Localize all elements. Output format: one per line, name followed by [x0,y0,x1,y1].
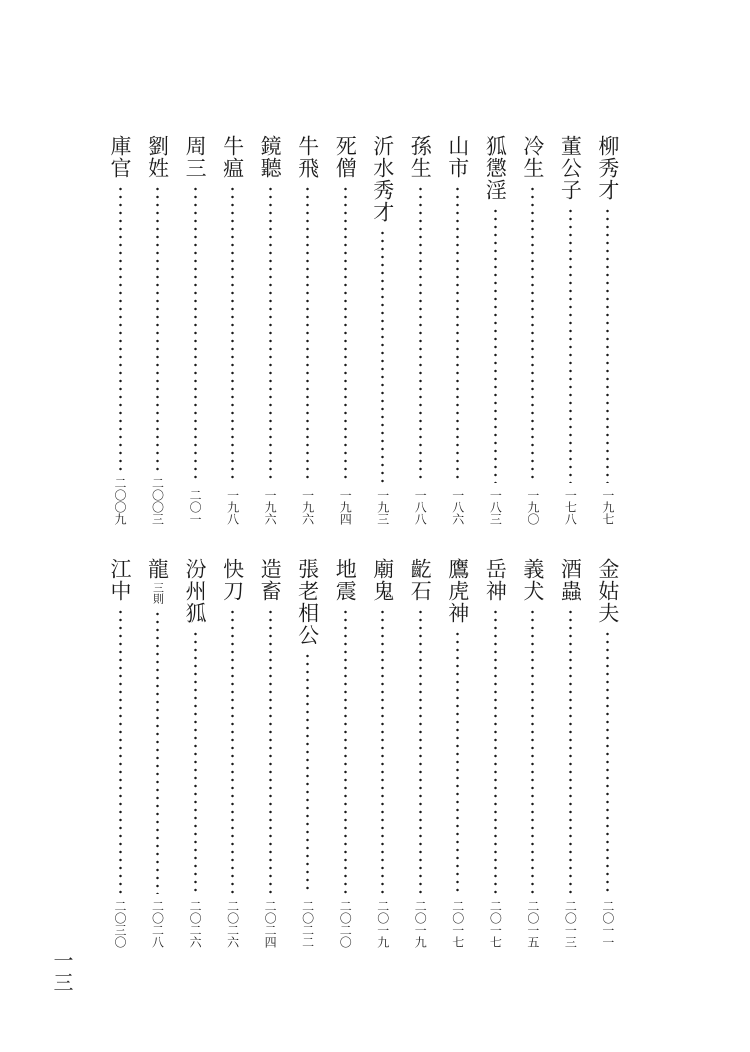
toc-entry[interactable] [409,135,431,525]
entry-page-number: 二〇一五 [525,900,540,948]
entry-title: 劉姓 [145,135,170,179]
entry-page-number: 二〇〇九 [113,477,127,525]
page-folio: 一三 [50,950,74,994]
dot-leader [231,185,234,483]
toc-entry[interactable] [334,558,356,948]
dot-leader [344,185,347,483]
entry-page-number: 二〇一三 [563,900,578,948]
entry-title: 金姑夫 [595,558,620,624]
dot-leader [381,608,384,894]
toc-entry[interactable] [372,558,394,948]
toc-entry[interactable] [259,135,281,525]
entry-title: 齕石 [408,558,433,602]
entry-title: 死僧 [333,135,358,179]
dot-leader [306,185,309,483]
entry-page-number: 一九三 [375,489,390,525]
entry-title: 狐懲淫 [483,135,508,201]
dot-leader [344,608,347,894]
entry-page-number: 一八三 [488,489,503,525]
toc-entry[interactable] [522,135,544,525]
toc-entry[interactable] [597,135,619,525]
toc-column-group-bottom [109,558,619,948]
entry-title: 快刀 [220,558,245,602]
entry-page-number: 一九七 [600,489,615,525]
dot-leader [494,207,497,483]
toc-entry[interactable] [259,558,281,948]
dot-leader [419,185,422,483]
entry-page-number: 二〇三〇 [113,900,127,948]
entry-page-number: 二〇一一 [600,900,615,948]
entry-title: 江中 [108,558,132,602]
entry-page-number: 二〇一九 [413,900,428,948]
dot-leader [156,185,159,471]
dot-leader [269,608,272,894]
dot-leader [569,608,572,894]
toc-column-group-top [109,135,619,525]
toc-entry[interactable] [222,135,244,525]
entry-page-number: 二〇〇三 [150,477,165,525]
entry-title: 董公子 [558,135,583,201]
entry-page-number: 一八八 [413,489,428,525]
dot-leader [419,608,422,894]
entry-title: 鏡聽 [258,135,283,179]
toc-entry[interactable] [522,558,544,948]
entry-title: 冷生 [520,135,545,179]
entry-page-number: 二〇二六 [225,900,240,948]
entry-title: 張老相公 [295,558,320,646]
entry-page-number: 二〇一七 [450,900,465,948]
dot-leader [269,185,272,483]
dot-leader [606,207,609,483]
toc-entry[interactable] [409,558,431,948]
dot-leader [456,185,459,483]
toc-entry[interactable] [297,135,319,525]
toc-entry[interactable] [184,558,206,948]
entry-page-number: 一七八 [563,489,578,525]
entry-page-number: 二〇二六 [188,900,203,948]
dot-leader [194,185,197,483]
entry-title: 造畜 [258,558,283,602]
toc-entry[interactable] [184,135,206,525]
entry-page-number: 二〇一七 [488,900,503,948]
entry-page-number: 一九八 [225,489,240,525]
toc-entry[interactable] [372,135,394,525]
entry-title: 孫生 [408,135,433,179]
entry-page-number: 一八六 [450,489,465,525]
toc-entry[interactable] [447,558,469,948]
entry-page-number: 一九六 [300,489,315,525]
toc-entry[interactable] [109,135,131,525]
toc-entry[interactable] [147,558,169,948]
dot-leader [531,185,534,483]
dot-leader [569,207,572,483]
dot-leader [156,610,159,894]
entry-title: 地震 [333,558,358,602]
dot-leader [494,608,497,894]
dot-leader [531,608,534,894]
entry-title: 鷹虎神 [445,558,470,624]
entry-title: 龍 [145,558,170,580]
entry-title: 牛飛 [295,135,320,179]
entry-page-number: 二〇二四 [263,900,278,948]
toc-entry[interactable] [484,135,506,525]
dot-leader [194,630,197,894]
entry-title: 岳神 [483,558,508,602]
entry-title: 周三 [183,135,208,179]
toc-entry[interactable] [597,558,619,948]
toc-entry[interactable] [109,558,131,948]
dot-leader [606,630,609,894]
toc-entry[interactable] [297,558,319,948]
entry-page-number: 二〇二〇 [338,900,353,948]
toc-entry[interactable] [147,135,169,525]
entry-page-number: 一九〇 [525,489,540,525]
entry-note: 三則 [151,582,165,604]
entry-page-number: 二〇二八 [150,900,165,948]
dot-leader [231,608,234,894]
entry-title: 汾州狐 [183,558,208,624]
entry-title: 酒蟲 [558,558,583,602]
entry-page-number: 二〇二二 [300,900,315,948]
entry-title: 沂水秀才 [370,135,395,223]
toc-entry[interactable] [559,558,581,948]
entry-page-number: 一九六 [263,489,278,525]
entry-title: 山市 [445,135,470,179]
entry-title: 庫官 [108,135,132,179]
entry-title: 牛瘟 [220,135,245,179]
entry-page-number: 二〇一九 [375,900,390,948]
dot-leader [306,652,309,894]
entry-title: 廟鬼 [370,558,395,602]
entry-title: 柳秀才 [595,135,620,201]
dot-leader [456,630,459,894]
dot-leader [381,229,384,483]
entry-title: 義犬 [520,558,545,602]
toc-entry[interactable] [559,135,581,525]
toc-entry[interactable] [447,135,469,525]
entry-page-number: 二〇一 [188,489,203,525]
toc-entry[interactable] [222,558,244,948]
entry-page-number: 一九四 [338,489,353,525]
toc-entry[interactable] [484,558,506,948]
dot-leader [119,185,122,471]
dot-leader [119,608,122,894]
toc-entry[interactable] [334,135,356,525]
